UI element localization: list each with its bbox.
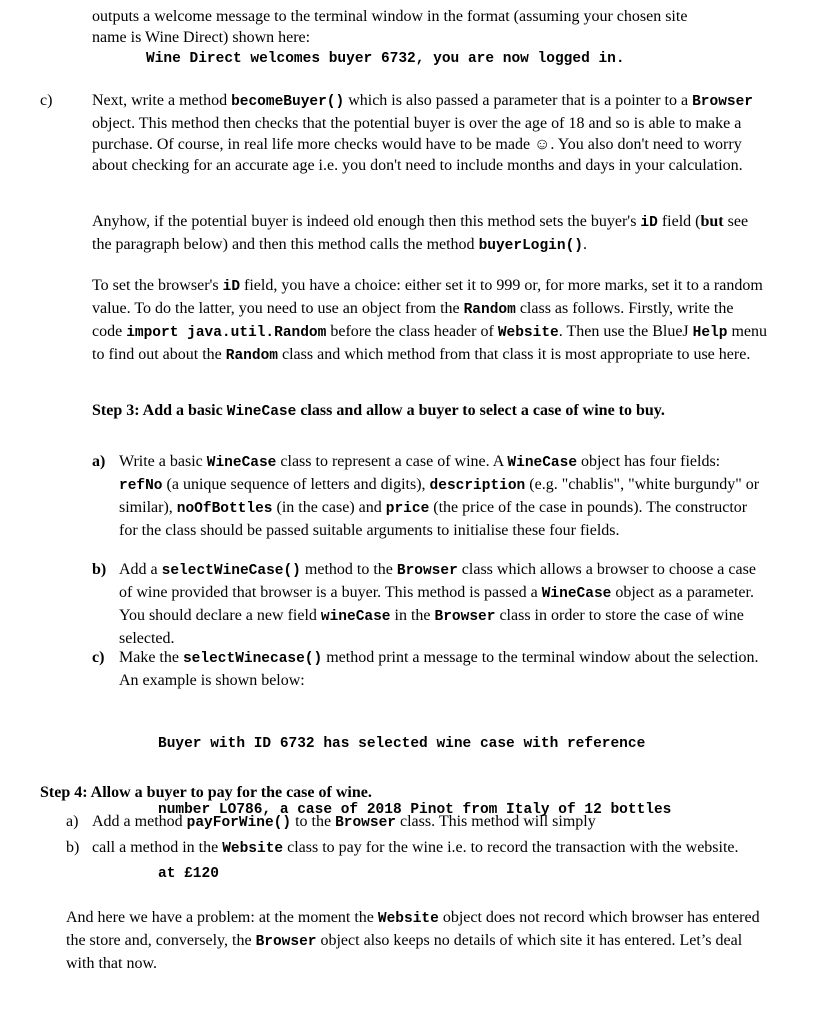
code-Random: Random bbox=[463, 302, 516, 318]
text: class as follows. Firstly, write the code bbox=[92, 300, 734, 340]
text: Step 3: Add a basic bbox=[92, 402, 227, 419]
code-Browser: Browser bbox=[692, 94, 754, 110]
text: object. This method then checks that the potential buyer is over the age of 18 and so is able to make a purchase. Of course, in real life more checks would have to be made ☺. You also don't need to worry about checking for an accurate age i.e. you don't need to include months and days in your calculation. bbox=[92, 115, 743, 174]
step3-c-label: c) bbox=[92, 649, 105, 666]
text: class to represent a case of wine. A bbox=[276, 453, 508, 470]
step3-item-b bbox=[119, 559, 767, 649]
code-Browser: Browser bbox=[335, 815, 396, 831]
code-WineCase: WineCase bbox=[226, 404, 297, 420]
text: class. This method will simply bbox=[396, 813, 596, 830]
step4-paragraph bbox=[66, 907, 766, 974]
section-c-paragraph-3 bbox=[92, 275, 767, 367]
code-WineCase: WineCase bbox=[541, 586, 612, 602]
text: To set the browser's bbox=[92, 277, 223, 294]
code-Random: Random bbox=[225, 348, 278, 364]
step3-item-c bbox=[119, 647, 767, 691]
intro-line-2: name is Wine Direct) shown here: bbox=[92, 29, 311, 46]
step3-heading bbox=[92, 400, 772, 423]
code-Browser: Browser bbox=[255, 934, 317, 950]
text: class which allows a browser to choose a case of wine provided that browser is a buyer. This method is passed a bbox=[119, 561, 756, 601]
text: (in the case) and bbox=[272, 499, 386, 516]
code-description: description bbox=[429, 478, 526, 494]
code-buyerLogin: buyerLogin() bbox=[478, 238, 583, 254]
step3-b-label: b) bbox=[92, 561, 107, 578]
text: menu to find out about the bbox=[92, 323, 767, 363]
welcome-code-example: Wine Direct welcomes buyer 6732, you are now logged in. bbox=[146, 51, 625, 67]
text: class in order to store the case of wine selected. bbox=[119, 607, 744, 647]
section-c-paragraph-2 bbox=[92, 211, 767, 257]
text: Anyhow, if the potential buyer is indeed old enough then this method sets the buyer's bbox=[92, 213, 641, 230]
code-price: price bbox=[385, 501, 430, 517]
code-line-3: at £120 bbox=[158, 866, 219, 882]
step4-a-label: a) bbox=[66, 813, 79, 830]
code-iD: iD bbox=[640, 215, 658, 231]
step4-b-label: b) bbox=[66, 839, 80, 856]
text: to the bbox=[291, 813, 336, 830]
step4-heading: Step 4: Allow a buyer to pay for the case of wine. bbox=[40, 784, 372, 801]
code-Help: Help bbox=[692, 325, 728, 341]
step3-a-label: a) bbox=[92, 453, 106, 470]
code-Website: Website bbox=[222, 841, 284, 857]
text: . Then use the BlueJ bbox=[558, 323, 693, 340]
code-import: import java.util.Random bbox=[126, 325, 327, 341]
text: which is also passed a parameter that is a pointer to a bbox=[344, 92, 693, 109]
code-iD: iD bbox=[222, 279, 241, 295]
text: class and allow a buyer to select a case of wine to buy. bbox=[296, 402, 665, 419]
text: (a unique sequence of letters and digits), bbox=[162, 476, 430, 493]
text: class and which method from that class it is most appropriate to use here. bbox=[277, 346, 751, 363]
code-Browser: Browser bbox=[396, 563, 458, 579]
code-Website: Website bbox=[377, 911, 439, 927]
text: call a method in the bbox=[92, 839, 223, 856]
code-noOfBottles: noOfBottles bbox=[176, 501, 273, 517]
step4-item-b bbox=[92, 837, 772, 860]
code-becomeBuyer: becomeBuyer() bbox=[231, 94, 345, 110]
code-line-2: number LO786, a case of 2018 Pinot from Italy of 12 bottles bbox=[158, 802, 672, 818]
code-wineCase: wineCase bbox=[320, 609, 391, 625]
code-Browser: Browser bbox=[434, 609, 496, 625]
code-line-1: Buyer with ID 6732 has selected wine case with reference bbox=[158, 736, 646, 752]
code-WineCase: WineCase bbox=[507, 455, 578, 471]
bold-but: but bbox=[700, 213, 724, 230]
section-c-label: c) bbox=[40, 92, 53, 109]
step3-item-a bbox=[119, 451, 767, 541]
code-payForWine: payForWine() bbox=[186, 815, 292, 831]
code-selectWinecase: selectWinecase() bbox=[182, 651, 323, 667]
text: object also keeps no details of which site it has entered. Let’s deal with that now. bbox=[66, 932, 743, 972]
text: . bbox=[582, 236, 587, 253]
text: object has four fields: bbox=[577, 453, 721, 470]
text: method print a message to the terminal window about the selection. An example is shown below: bbox=[119, 649, 759, 689]
text: Write a basic bbox=[119, 453, 207, 470]
text: And here we have a problem: at the moment the bbox=[66, 909, 378, 926]
text: (e.g. "chablis", "white burgundy" or similar), bbox=[119, 476, 760, 516]
text: (the price of the case in pounds). The constructor for the class should be passed suitable arguments to initialise these four fields. bbox=[119, 499, 748, 539]
section-c-paragraph-1 bbox=[92, 90, 767, 176]
text: field ( bbox=[657, 213, 701, 230]
text: field, you have a choice: either set it to 999 or, for more marks, set it to a random value. To do the latter, you need to use an object from the bbox=[92, 277, 763, 317]
code-selectWineCase: selectWineCase() bbox=[161, 563, 301, 579]
step4-item-a bbox=[92, 811, 772, 834]
text: before the class header of bbox=[326, 323, 498, 340]
text: Make the bbox=[119, 649, 183, 666]
code-WineCase: WineCase bbox=[206, 455, 277, 471]
text: object as a parameter. You should declare a new field bbox=[119, 584, 754, 624]
intro-line-1: outputs a welcome message to the terminal window in the format (assuming your chosen site bbox=[92, 8, 688, 25]
text: see the paragraph below) and then this method calls the method bbox=[92, 213, 749, 253]
code-refNo: refNo bbox=[119, 478, 163, 494]
text: in the bbox=[390, 607, 435, 624]
text: class to pay for the wine i.e. to record the transaction with the website. bbox=[283, 839, 739, 856]
text: Add a bbox=[119, 561, 162, 578]
text: method to the bbox=[300, 561, 397, 578]
text: Next, write a method bbox=[92, 92, 232, 109]
text: object does not record which browser has entered the store and, conversely, the bbox=[66, 909, 760, 949]
text: Add a method bbox=[92, 813, 187, 830]
code-Website: Website bbox=[497, 325, 559, 341]
intro-paragraph bbox=[92, 6, 772, 48]
